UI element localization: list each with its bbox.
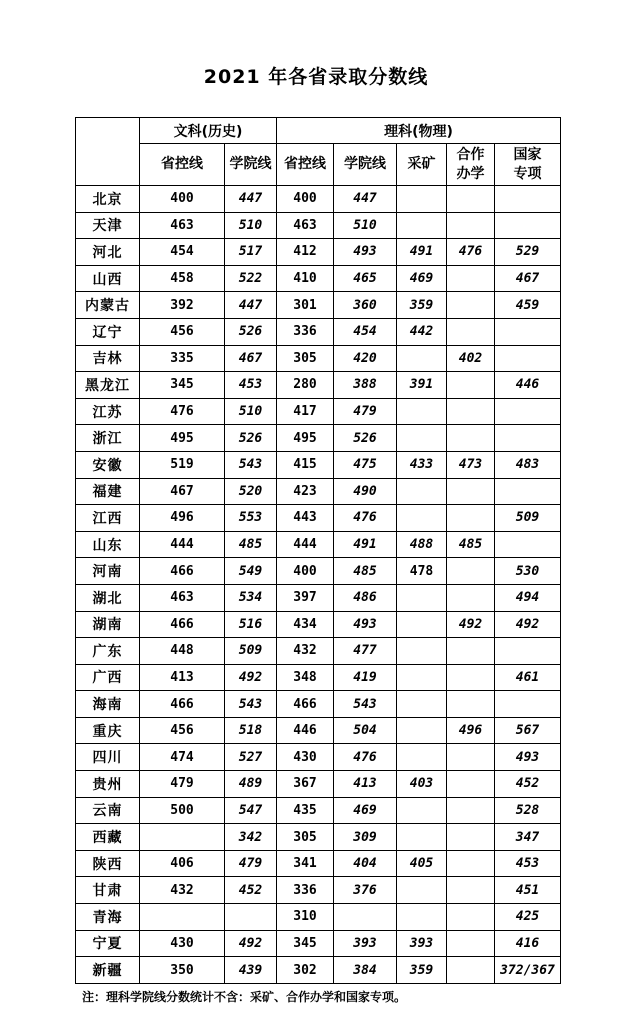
caikuang-cell: 405 (397, 850, 447, 877)
like-xueyuan-cell: 384 (334, 957, 397, 984)
hezuo-cell (447, 930, 495, 957)
guojia-cell (495, 531, 561, 558)
like-shengkong-cell: 430 (277, 744, 334, 771)
guojia-cell: 451 (495, 877, 561, 904)
caikuang-cell (397, 904, 447, 931)
guojia-cell (495, 638, 561, 665)
hezuo-cell (447, 877, 495, 904)
guojia-cell (495, 398, 561, 425)
table-row (76, 345, 561, 372)
province-cell: 湖南 (76, 611, 140, 638)
wenke-xueyuan-cell (225, 904, 277, 931)
like-xueyuan-cell: 493 (334, 611, 397, 638)
caikuang-cell (397, 611, 447, 638)
like-shengkong-cell: 305 (277, 345, 334, 372)
wenke-shengkong-cell: 476 (140, 398, 225, 425)
like-shengkong-cell: 432 (277, 638, 334, 665)
admission-score-table (75, 117, 561, 984)
guojia-cell: 493 (495, 744, 561, 771)
like-xueyuan-cell: 360 (334, 292, 397, 319)
header-wenke-xueyuan: 学院线 (225, 144, 277, 186)
guojia-cell: 347 (495, 824, 561, 851)
like-xueyuan-cell: 491 (334, 531, 397, 558)
like-xueyuan-cell: 526 (334, 425, 397, 452)
guojia-cell: 425 (495, 904, 561, 931)
table-row (76, 478, 561, 505)
hezuo-cell (447, 478, 495, 505)
wenke-xueyuan-cell: 527 (225, 744, 277, 771)
table-row (76, 744, 561, 771)
like-xueyuan-cell: 477 (334, 638, 397, 665)
like-xueyuan-cell: 476 (334, 505, 397, 532)
caikuang-cell (397, 877, 447, 904)
province-cell: 山西 (76, 265, 140, 292)
table-row (76, 930, 561, 957)
hezuo-cell (447, 292, 495, 319)
hezuo-cell (447, 691, 495, 718)
header-like-xueyuan: 学院线 (334, 144, 397, 186)
wenke-shengkong-cell (140, 824, 225, 851)
wenke-shengkong-cell: 466 (140, 558, 225, 585)
province-cell: 山东 (76, 531, 140, 558)
wenke-xueyuan-cell: 516 (225, 611, 277, 638)
wenke-shengkong-cell: 335 (140, 345, 225, 372)
province-cell: 福建 (76, 478, 140, 505)
like-shengkong-cell: 412 (277, 239, 334, 266)
guojia-cell (495, 478, 561, 505)
table-row (76, 292, 561, 319)
caikuang-cell: 433 (397, 451, 447, 478)
hezuo-cell (447, 904, 495, 931)
guojia-cell: 567 (495, 717, 561, 744)
caikuang-cell (397, 824, 447, 851)
wenke-xueyuan-cell: 517 (225, 239, 277, 266)
province-cell: 陕西 (76, 850, 140, 877)
hezuo-cell (447, 212, 495, 239)
caikuang-cell: 359 (397, 957, 447, 984)
hezuo-cell (447, 318, 495, 345)
wenke-xueyuan-cell: 439 (225, 957, 277, 984)
header-guojia-zhuanxiang (495, 144, 561, 186)
like-xueyuan-cell: 419 (334, 664, 397, 691)
hezuo-cell (447, 744, 495, 771)
header-group-wenke: 文科(历史) (140, 118, 277, 144)
guojia-cell: 509 (495, 505, 561, 532)
province-cell: 江西 (76, 505, 140, 532)
like-xueyuan-cell: 476 (334, 744, 397, 771)
guojia-cell (495, 691, 561, 718)
table-row (76, 957, 561, 984)
caikuang-cell (397, 478, 447, 505)
table-row (76, 531, 561, 558)
wenke-xueyuan-cell: 526 (225, 425, 277, 452)
wenke-shengkong-cell: 474 (140, 744, 225, 771)
like-xueyuan-cell: 490 (334, 478, 397, 505)
wenke-shengkong-cell: 448 (140, 638, 225, 665)
hezuo-cell (447, 797, 495, 824)
table-row (76, 824, 561, 851)
footnote: 注：理科学院线分数统计不含：采矿、合作办学和国家专项。 (82, 990, 407, 1004)
table-row (76, 425, 561, 452)
province-cell: 天津 (76, 212, 140, 239)
like-shengkong-cell: 302 (277, 957, 334, 984)
hezuo-cell (447, 372, 495, 399)
table-row (76, 611, 561, 638)
like-shengkong-cell: 423 (277, 478, 334, 505)
wenke-xueyuan-cell: 489 (225, 771, 277, 798)
like-shengkong-cell: 435 (277, 797, 334, 824)
like-shengkong-cell: 336 (277, 877, 334, 904)
hezuo-cell (447, 957, 495, 984)
province-cell: 广西 (76, 664, 140, 691)
wenke-xueyuan-cell: 342 (225, 824, 277, 851)
caikuang-cell (397, 186, 447, 213)
guojia-cell: 416 (495, 930, 561, 957)
wenke-shengkong-cell: 413 (140, 664, 225, 691)
wenke-xueyuan-cell: 447 (225, 186, 277, 213)
table-row (76, 318, 561, 345)
hezuo-cell (447, 638, 495, 665)
hezuo-cell (447, 186, 495, 213)
wenke-xueyuan-cell: 522 (225, 265, 277, 292)
wenke-shengkong-cell (140, 904, 225, 931)
table-row (76, 664, 561, 691)
guojia-cell: 459 (495, 292, 561, 319)
table-row (76, 584, 561, 611)
header-hezuo-banxue (447, 144, 495, 186)
like-shengkong-cell: 446 (277, 717, 334, 744)
wenke-shengkong-cell: 466 (140, 611, 225, 638)
province-cell: 北京 (76, 186, 140, 213)
province-cell: 云南 (76, 797, 140, 824)
like-shengkong-cell: 345 (277, 930, 334, 957)
table-row (76, 877, 561, 904)
wenke-xueyuan-cell: 453 (225, 372, 277, 399)
wenke-xueyuan-cell: 479 (225, 850, 277, 877)
guojia-cell: 494 (495, 584, 561, 611)
like-xueyuan-cell: 510 (334, 212, 397, 239)
wenke-shengkong-cell: 467 (140, 478, 225, 505)
hezuo-cell (447, 824, 495, 851)
province-cell: 安徽 (76, 451, 140, 478)
hezuo-cell: 402 (447, 345, 495, 372)
guojia-cell: 452 (495, 771, 561, 798)
wenke-shengkong-cell: 456 (140, 717, 225, 744)
like-xueyuan-cell: 393 (334, 930, 397, 957)
guojia-cell: 461 (495, 664, 561, 691)
guojia-cell: 446 (495, 372, 561, 399)
guojia-cell: 453 (495, 850, 561, 877)
table-row (76, 451, 561, 478)
province-cell: 辽宁 (76, 318, 140, 345)
wenke-shengkong-cell: 430 (140, 930, 225, 957)
table-row (76, 691, 561, 718)
header-wenke-shengkong: 省控线 (140, 144, 225, 186)
caikuang-cell (397, 797, 447, 824)
caikuang-cell: 391 (397, 372, 447, 399)
wenke-xueyuan-cell: 510 (225, 212, 277, 239)
wenke-xueyuan-cell: 526 (225, 318, 277, 345)
wenke-shengkong-cell: 479 (140, 771, 225, 798)
like-shengkong-cell: 410 (277, 265, 334, 292)
wenke-shengkong-cell: 466 (140, 691, 225, 718)
like-xueyuan-cell: 447 (334, 186, 397, 213)
table-row (76, 398, 561, 425)
like-shengkong-cell: 434 (277, 611, 334, 638)
table-row (76, 505, 561, 532)
caikuang-cell (397, 638, 447, 665)
wenke-xueyuan-cell: 518 (225, 717, 277, 744)
like-xueyuan-cell: 376 (334, 877, 397, 904)
like-shengkong-cell: 417 (277, 398, 334, 425)
wenke-shengkong-cell: 496 (140, 505, 225, 532)
province-cell: 甘肃 (76, 877, 140, 904)
like-shengkong-cell: 336 (277, 318, 334, 345)
header-row-groups (76, 118, 561, 144)
caikuang-cell (397, 717, 447, 744)
hezuo-cell (447, 850, 495, 877)
hezuo-cell: 485 (447, 531, 495, 558)
wenke-shengkong-cell: 463 (140, 212, 225, 239)
caikuang-cell: 403 (397, 771, 447, 798)
caikuang-cell (397, 664, 447, 691)
province-cell: 内蒙古 (76, 292, 140, 319)
hezuo-cell: 476 (447, 239, 495, 266)
header-like-shengkong: 省控线 (277, 144, 334, 186)
header-guojia-line2: 专项 (513, 165, 542, 182)
like-shengkong-cell: 305 (277, 824, 334, 851)
wenke-shengkong-cell: 345 (140, 372, 225, 399)
wenke-shengkong-cell: 350 (140, 957, 225, 984)
table-row (76, 186, 561, 213)
like-shengkong-cell: 348 (277, 664, 334, 691)
province-cell: 四川 (76, 744, 140, 771)
table-body (76, 186, 561, 984)
like-shengkong-cell: 466 (277, 691, 334, 718)
caikuang-cell: 488 (397, 531, 447, 558)
table-row (76, 372, 561, 399)
wenke-xueyuan-cell: 510 (225, 398, 277, 425)
table-row (76, 904, 561, 931)
wenke-shengkong-cell: 454 (140, 239, 225, 266)
wenke-xueyuan-cell: 543 (225, 451, 277, 478)
caikuang-cell (397, 505, 447, 532)
like-shengkong-cell: 415 (277, 451, 334, 478)
hezuo-cell (447, 584, 495, 611)
table-row (76, 771, 561, 798)
caikuang-cell (397, 691, 447, 718)
table-row (76, 239, 561, 266)
guojia-cell: 483 (495, 451, 561, 478)
province-cell: 吉林 (76, 345, 140, 372)
header-hezuo-line2: 办学 (456, 165, 485, 182)
table-row (76, 638, 561, 665)
like-shengkong-cell: 400 (277, 558, 334, 585)
guojia-cell (495, 186, 561, 213)
wenke-shengkong-cell: 400 (140, 186, 225, 213)
like-shengkong-cell: 400 (277, 186, 334, 213)
like-xueyuan-cell: 504 (334, 717, 397, 744)
province-cell: 贵州 (76, 771, 140, 798)
wenke-xueyuan-cell: 534 (225, 584, 277, 611)
like-xueyuan-cell: 413 (334, 771, 397, 798)
page-title: 2021 年各省录取分数线 (203, 66, 429, 88)
province-cell: 河北 (76, 239, 140, 266)
header-row-columns (76, 144, 561, 186)
hezuo-cell (447, 771, 495, 798)
wenke-shengkong-cell: 458 (140, 265, 225, 292)
wenke-xueyuan-cell: 492 (225, 930, 277, 957)
like-xueyuan-cell (334, 904, 397, 931)
hezuo-cell: 496 (447, 717, 495, 744)
guojia-cell: 528 (495, 797, 561, 824)
like-xueyuan-cell: 454 (334, 318, 397, 345)
hezuo-cell (447, 425, 495, 452)
wenke-xueyuan-cell: 547 (225, 797, 277, 824)
caikuang-cell (397, 584, 447, 611)
like-xueyuan-cell: 420 (334, 345, 397, 372)
like-shengkong-cell: 280 (277, 372, 334, 399)
table-row (76, 265, 561, 292)
table-row (76, 717, 561, 744)
wenke-shengkong-cell: 519 (140, 451, 225, 478)
guojia-cell: 492 (495, 611, 561, 638)
wenke-xueyuan-cell: 492 (225, 664, 277, 691)
wenke-shengkong-cell: 500 (140, 797, 225, 824)
like-xueyuan-cell: 493 (334, 239, 397, 266)
like-xueyuan-cell: 486 (334, 584, 397, 611)
province-cell: 青海 (76, 904, 140, 931)
province-cell: 西藏 (76, 824, 140, 851)
province-cell: 河南 (76, 558, 140, 585)
guojia-cell (495, 318, 561, 345)
caikuang-cell: 469 (397, 265, 447, 292)
wenke-xueyuan-cell: 553 (225, 505, 277, 532)
caikuang-cell (397, 345, 447, 372)
wenke-shengkong-cell: 432 (140, 877, 225, 904)
table-row (76, 212, 561, 239)
like-xueyuan-cell: 388 (334, 372, 397, 399)
wenke-xueyuan-cell: 485 (225, 531, 277, 558)
guojia-cell (495, 345, 561, 372)
province-cell: 黑龙江 (76, 372, 140, 399)
like-xueyuan-cell: 309 (334, 824, 397, 851)
province-cell: 江苏 (76, 398, 140, 425)
like-shengkong-cell: 495 (277, 425, 334, 452)
province-cell: 宁夏 (76, 930, 140, 957)
province-cell: 广东 (76, 638, 140, 665)
province-cell: 浙江 (76, 425, 140, 452)
wenke-shengkong-cell: 392 (140, 292, 225, 319)
guojia-cell: 530 (495, 558, 561, 585)
caikuang-cell: 478 (397, 558, 447, 585)
like-shengkong-cell: 301 (277, 292, 334, 319)
guojia-cell: 467 (495, 265, 561, 292)
caikuang-cell (397, 425, 447, 452)
wenke-xueyuan-cell: 543 (225, 691, 277, 718)
wenke-shengkong-cell: 495 (140, 425, 225, 452)
wenke-xueyuan-cell: 467 (225, 345, 277, 372)
table-row (76, 558, 561, 585)
wenke-xueyuan-cell: 509 (225, 638, 277, 665)
caikuang-cell: 359 (397, 292, 447, 319)
like-xueyuan-cell: 485 (334, 558, 397, 585)
like-shengkong-cell: 367 (277, 771, 334, 798)
hezuo-cell: 473 (447, 451, 495, 478)
hezuo-cell (447, 398, 495, 425)
wenke-xueyuan-cell: 520 (225, 478, 277, 505)
wenke-shengkong-cell: 463 (140, 584, 225, 611)
hezuo-cell (447, 664, 495, 691)
caikuang-cell: 491 (397, 239, 447, 266)
like-xueyuan-cell: 465 (334, 265, 397, 292)
like-xueyuan-cell: 543 (334, 691, 397, 718)
guojia-cell (495, 425, 561, 452)
header-caikuang: 采矿 (397, 144, 447, 186)
wenke-shengkong-cell: 406 (140, 850, 225, 877)
province-cell: 重庆 (76, 717, 140, 744)
hezuo-cell (447, 265, 495, 292)
like-shengkong-cell: 444 (277, 531, 334, 558)
like-xueyuan-cell: 469 (334, 797, 397, 824)
header-hezuo-line1: 合作 (456, 146, 485, 163)
like-shengkong-cell: 341 (277, 850, 334, 877)
province-cell: 新疆 (76, 957, 140, 984)
caikuang-cell (397, 212, 447, 239)
table-row (76, 797, 561, 824)
wenke-xueyuan-cell: 549 (225, 558, 277, 585)
like-shengkong-cell: 397 (277, 584, 334, 611)
like-xueyuan-cell: 404 (334, 850, 397, 877)
wenke-shengkong-cell: 444 (140, 531, 225, 558)
caikuang-cell (397, 744, 447, 771)
hezuo-cell (447, 505, 495, 532)
hezuo-cell (447, 558, 495, 585)
caikuang-cell (397, 398, 447, 425)
like-shengkong-cell: 463 (277, 212, 334, 239)
wenke-xueyuan-cell: 447 (225, 292, 277, 319)
wenke-shengkong-cell: 456 (140, 318, 225, 345)
caikuang-cell: 442 (397, 318, 447, 345)
guojia-cell: 372/367 (495, 957, 561, 984)
header-guojia-line1: 国家 (513, 146, 542, 163)
caikuang-cell: 393 (397, 930, 447, 957)
province-cell: 湖北 (76, 584, 140, 611)
wenke-xueyuan-cell: 452 (225, 877, 277, 904)
province-cell: 海南 (76, 691, 140, 718)
hezuo-cell: 492 (447, 611, 495, 638)
header-group-like: 理科(物理) (277, 118, 561, 144)
like-xueyuan-cell: 479 (334, 398, 397, 425)
like-shengkong-cell: 443 (277, 505, 334, 532)
like-xueyuan-cell: 475 (334, 451, 397, 478)
guojia-cell: 529 (495, 239, 561, 266)
guojia-cell (495, 212, 561, 239)
table-row (76, 850, 561, 877)
like-shengkong-cell: 310 (277, 904, 334, 931)
province-header-cell (76, 118, 140, 186)
